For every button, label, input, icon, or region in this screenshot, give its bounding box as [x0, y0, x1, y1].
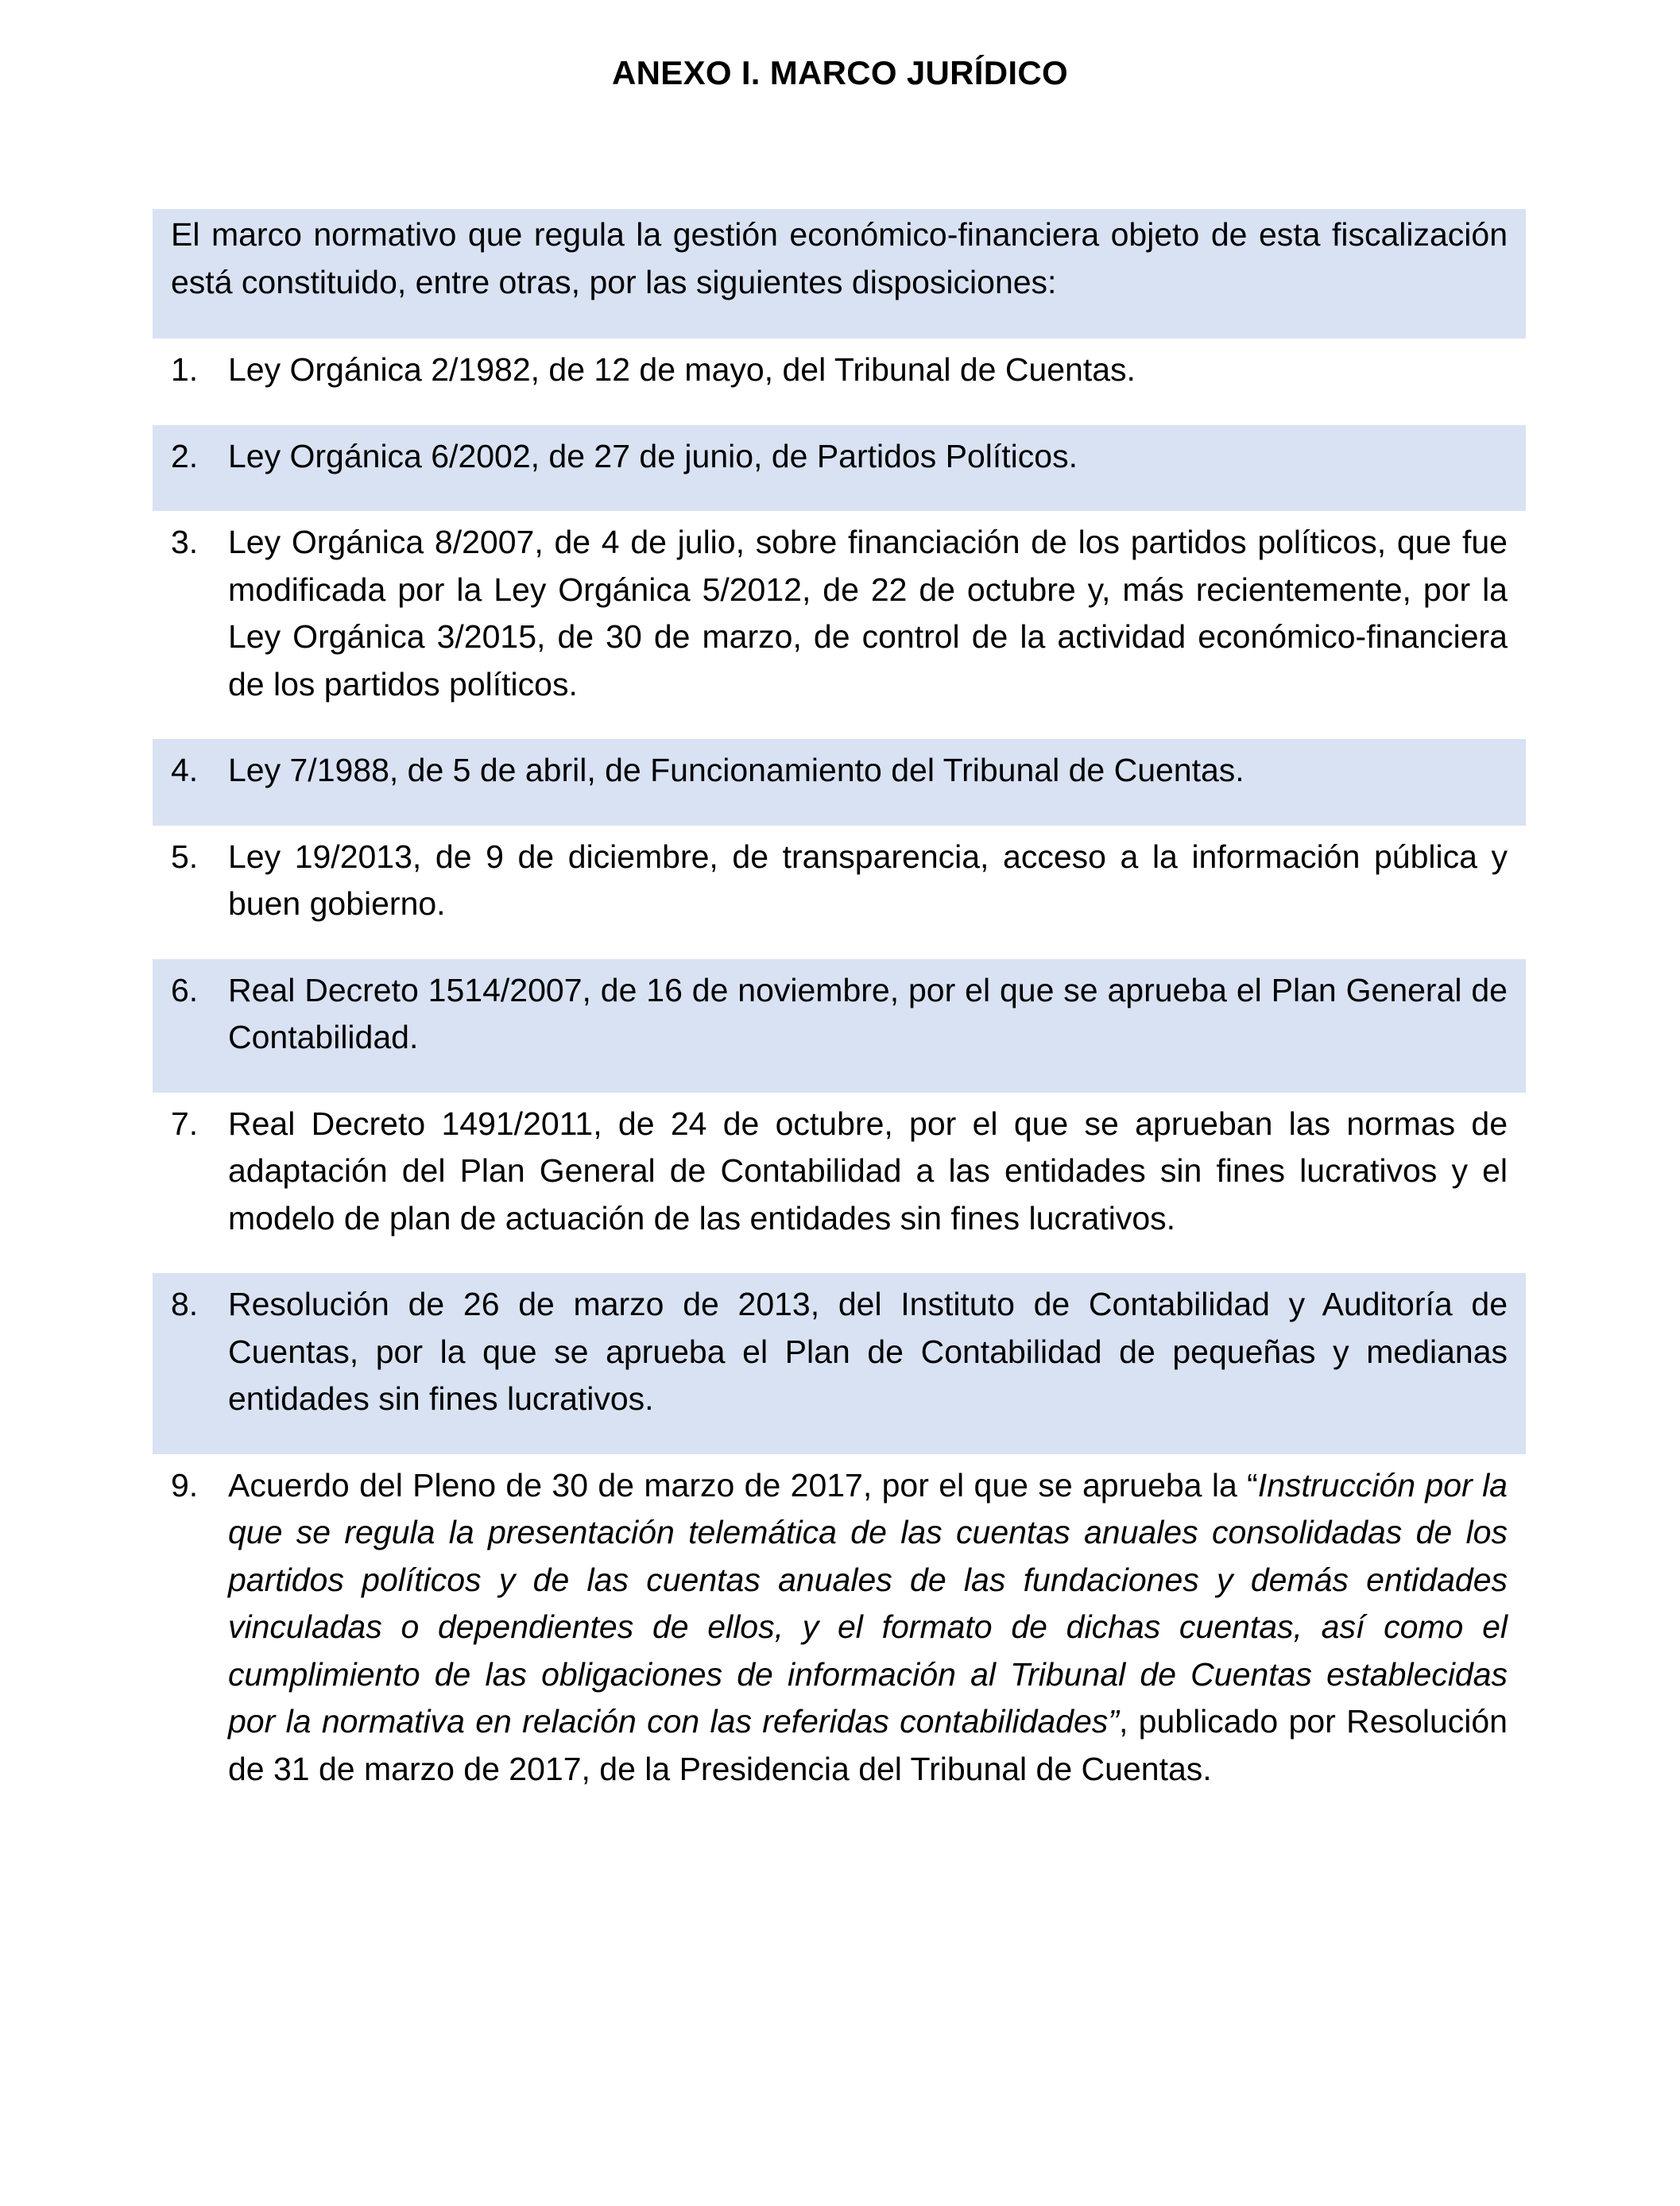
item-text-after: , publicado por Resolución de 31 de marzo de 2017, de la Presidencia del Tribunal de Cuentas.	[228, 1703, 1508, 1787]
list-item	[153, 1454, 1526, 1825]
list-item	[153, 959, 1526, 1093]
item-text: Ley Orgánica 2/1982, de 12 de mayo, del Tribunal de Cuentas.	[228, 351, 1136, 388]
list-item	[153, 425, 1526, 512]
item-text: Resolución de 26 de marzo de 2013, del Instituto de Contabilidad y Auditoría de Cuentas, por la que se aprueba el Plan de Contabilidad de pequeñas y medianas entidades sin fines lucrativos.	[228, 1286, 1508, 1417]
item-number: 2.	[171, 437, 199, 474]
item-number: 9.	[171, 1466, 199, 1504]
item-text: Ley Orgánica 8/2007, de 4 de julio, sobre financiación de los partidos políticos, que fue modificada por la Ley Orgánica 5/2012, de 22 de octubre y, más recientemente, por la Ley Orgánica 3/2015, de 30 de marzo, de control de la actividad económico-financiera de los partidos políticos.	[228, 524, 1508, 702]
intro-paragraph: El marco normativo que regula la gestión económico-financiera objeto de esta fiscalización está constituido, entre otras, por las siguientes disposiciones:	[153, 209, 1526, 339]
item-number: 3.	[171, 524, 199, 560]
page-title: ANEXO I. MARCO JURÍDICO	[612, 54, 1068, 91]
item-text-before: Acuerdo del Pleno de 30 de marzo de 2017, por el que se aprueba la “	[228, 1466, 1258, 1504]
item-text: Ley Orgánica 6/2002, de 27 de junio, de Partidos Políticos.	[228, 437, 1078, 474]
item-text: Real Decreto 1514/2007, de 16 de noviembre, por el que se aprueba el Plan General de Contabilidad.	[228, 971, 1508, 1055]
item-number: 8.	[171, 1286, 199, 1322]
list-item	[153, 739, 1526, 826]
item-text: Ley 7/1988, de 5 de abril, de Funcionamiento del Tribunal de Cuentas.	[228, 752, 1245, 788]
list-item	[153, 1093, 1526, 1274]
list-item	[153, 826, 1526, 959]
item-number: 4.	[171, 752, 199, 788]
item-text: Ley 19/2013, de 9 de diciembre, de transparencia, acceso a la información pública y buen gobierno.	[228, 838, 1508, 922]
legal-framework-list	[153, 209, 1526, 1824]
item-number: 7.	[171, 1105, 199, 1142]
item-number: 5.	[171, 838, 199, 875]
item-text-italic: Instrucción por la que se regula la presentación telemática de las cuentas anuales consolidadas de los partidos políticos y de las cuentas anuales de las fundaciones y demás entidades vinculadas o dependientes de ellos, y el formato de dichas cuentas, así como el cumplimiento de las obligaciones de información al Tribunal de Cuentas establecidas por la normativa en relación con las referidas contabilidades”	[228, 1466, 1508, 1740]
item-number: 6.	[171, 971, 199, 1008]
item-text: Real Decreto 1491/2011, de 24 de octubre, por el que se aprueban las normas de adaptación del Plan General de Contabilidad a las entidades sin fines lucrativos y el modelo de plan de actuación de las entidades sin fines lucrativos.	[228, 1105, 1508, 1237]
list-item	[153, 511, 1526, 739]
list-item	[153, 1273, 1526, 1454]
item-number: 1.	[171, 351, 199, 388]
list-item	[153, 339, 1526, 425]
